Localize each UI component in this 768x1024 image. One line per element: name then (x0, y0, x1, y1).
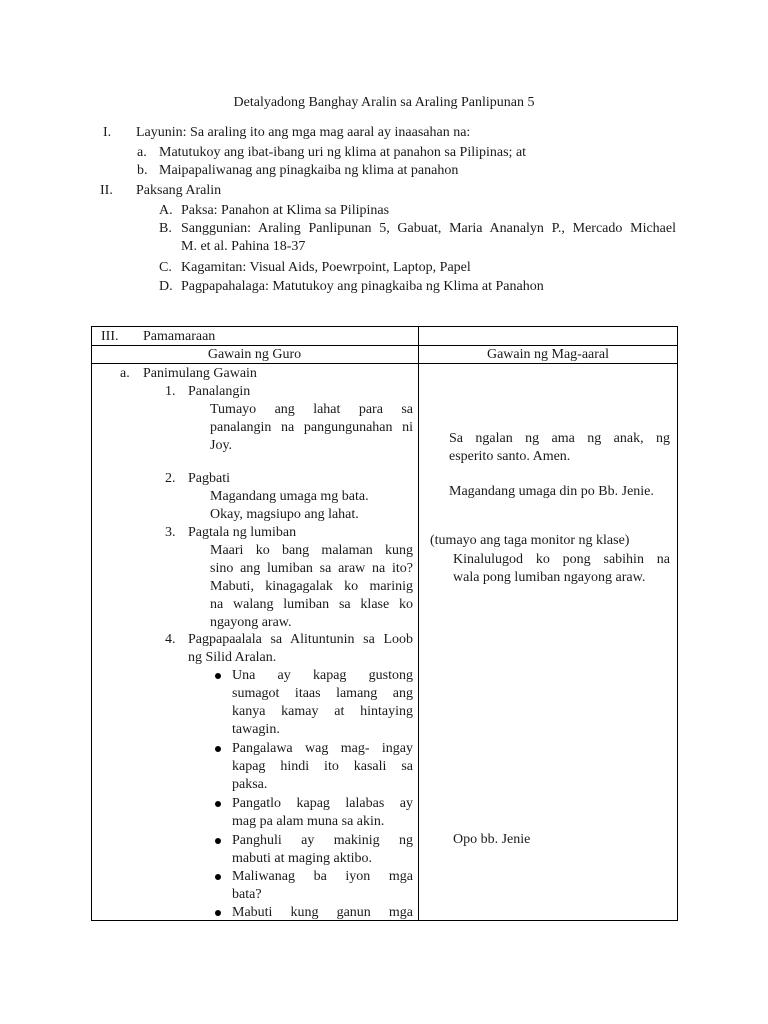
part-a-marker: a. (120, 366, 130, 381)
bullet-icon (215, 874, 221, 880)
step-3-line: na walang lumiban sa klase ko (210, 597, 413, 612)
student-response-attendance: Kinalulugod ko pong sabihin na (453, 552, 670, 567)
step-4-number: 4. (165, 632, 176, 647)
objective-b-text: Maipapaliwanag ang pinagkaiba ng klima at panahon (159, 163, 459, 178)
section-3-label: Pamamaraan (143, 329, 216, 344)
bullet-icon (215, 673, 221, 679)
step-3-line: sino ang lumiban sa araw na ito? (210, 561, 413, 576)
rule-bullet-line: kapag hindi ito kasali sa (232, 759, 413, 774)
step-3-line: ngayong araw. (210, 615, 292, 630)
step-2-number: 2. (165, 471, 176, 486)
step-1-line: Tumayo ang lahat para sa (210, 402, 413, 417)
step-3-line: Mabuti, kinagagalak ko marinig (210, 579, 413, 594)
step-4-title: Pagpapaalala sa Alituntunin sa Loob (188, 632, 413, 647)
bullet-icon (215, 801, 221, 807)
table-top-border (91, 326, 678, 327)
section-2-number: II. (100, 183, 113, 198)
step-2-line: Magandang umaga mg bata. (210, 489, 369, 504)
bullet-icon (215, 746, 221, 752)
rule-bullet-line: mag pa alam muna sa akin. (232, 814, 385, 829)
step-1-number: 1. (165, 384, 176, 399)
teacher-column-header: Gawain ng Guro (207, 347, 302, 362)
rule-bullet-line: Panghuli ay makinig ng (232, 833, 413, 848)
subject-c-marker: C. (159, 260, 172, 275)
student-response-attendance-continued: wala pong lumiban ngayong araw. (453, 570, 646, 585)
student-response-rules: Opo bb. Jenie (453, 832, 531, 847)
student-response-prayer: Sa ngalan ng ama ng anak, ng (449, 431, 670, 446)
step-4-title-continued: ng Silid Aralan. (188, 650, 277, 665)
table-left-border (91, 326, 92, 921)
rule-bullet-line: bata? (232, 887, 262, 902)
student-response-prayer-continued: esperito santo. Amen. (449, 449, 571, 464)
rule-bullet-line: tawagin. (232, 722, 280, 737)
subject-b-text-continued: M. et al. Pahina 18-37 (181, 239, 306, 254)
objective-a-marker: a. (137, 145, 147, 160)
document-title: Detalyadong Banghay Aralin sa Araling Panlipunan 5 (233, 95, 535, 110)
rule-bullet-line: mabuti at maging aktibo. (232, 851, 372, 866)
bullet-icon (215, 838, 221, 844)
section-2-label: Paksang Aralin (136, 183, 222, 198)
part-a-label: Panimulang Gawain (143, 366, 257, 381)
subject-a-marker: A. (159, 203, 173, 218)
subject-a-text: Paksa: Panahon at Klima sa Pilipinas (181, 203, 390, 218)
step-1-line: panalangin na pangungunahan ni (210, 420, 413, 435)
subject-d-text: Pagpapahalaga: Matutukoy ang pinagkaiba ng Klima at Panahon (181, 279, 544, 294)
step-3-line: Maari ko bang malaman kung (210, 543, 413, 558)
objective-b-marker: b. (137, 163, 148, 178)
objective-a-text: Matutukoy ang ibat-ibang uri ng klima at panahon sa Pilipinas; at (159, 145, 527, 160)
bullet-icon (215, 910, 221, 916)
step-1-line: Joy. (210, 438, 233, 453)
rule-bullet-line: Una ay kapag gustong (232, 668, 413, 683)
rule-bullet-line: Maliwanag ba iyon mga (232, 869, 413, 884)
student-column-header: Gawain ng Mag-aaral (486, 347, 610, 362)
rule-bullet-line: kanya kamay at hintaying (232, 704, 413, 719)
step-1-title: Panalangin (188, 384, 251, 399)
step-3-title: Pagtala ng lumiban (188, 525, 297, 540)
table-column-divider (418, 326, 419, 921)
section-1-number: I. (103, 125, 112, 140)
rule-bullet-line: Pangalawa wag mag- ingay (232, 741, 413, 756)
subject-b-marker: B. (159, 221, 172, 236)
subject-b-text: Sanggunian: Araling Panlipunan 5, Gabuat, Maria Ananalyn P., Mercado Michael (181, 221, 676, 236)
section-1-label: Layunin: Sa araling ito ang mga mag aaral ay inaasahan na: (136, 125, 471, 140)
rule-bullet-line: paksa. (232, 777, 268, 792)
step-2-title: Pagbati (188, 471, 230, 486)
rule-bullet-line: sumagot itaas lamang ang (232, 686, 413, 701)
student-response-greeting: Magandang umaga din po Bb. Jenie. (449, 484, 654, 499)
section-3-number: III. (101, 329, 119, 344)
subject-c-text: Kagamitan: Visual Aids, Poewrpoint, Laptop, Papel (181, 260, 471, 275)
table-right-border (677, 326, 678, 921)
student-note-monitor: (tumayo ang taga monitor ng klase) (430, 533, 630, 548)
step-3-number: 3. (165, 525, 176, 540)
subject-d-marker: D. (159, 279, 173, 294)
rule-bullet-line: Mabuti kung ganun mga (232, 905, 413, 920)
rule-bullet-line: Pangatlo kapag lalabas ay (232, 796, 413, 811)
step-2-line: Okay, magsiupo ang lahat. (210, 507, 359, 522)
